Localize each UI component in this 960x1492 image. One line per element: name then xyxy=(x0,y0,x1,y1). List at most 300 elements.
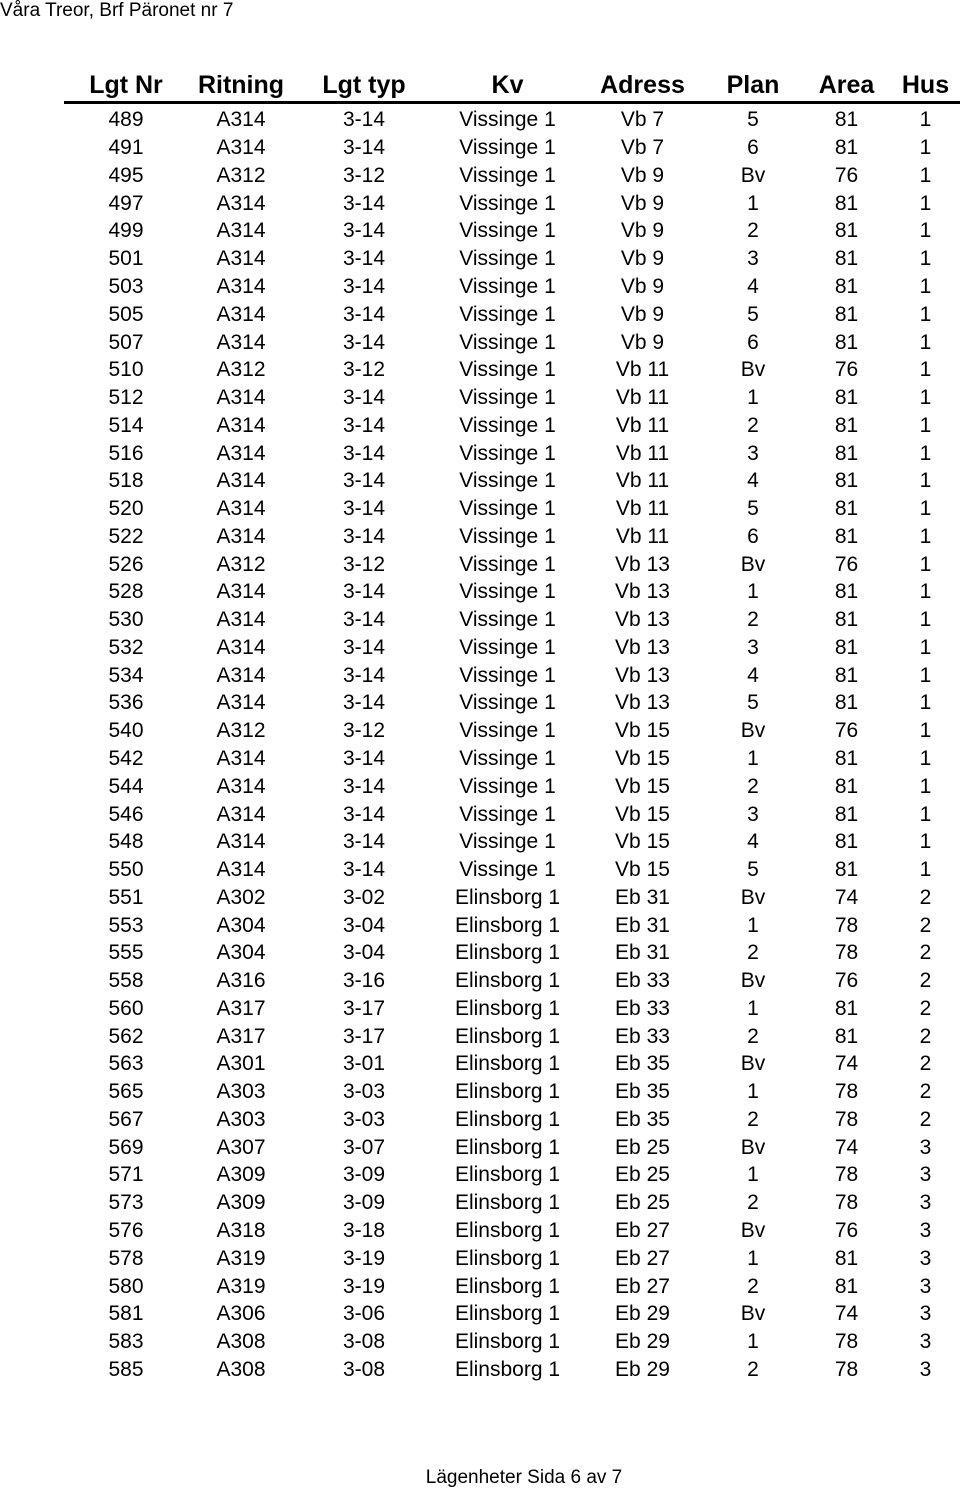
cell-area: 81 xyxy=(834,1246,859,1270)
cell-lgt-nr: 489 xyxy=(108,108,144,132)
cell-kv: Vissinge 1 xyxy=(459,608,556,632)
cell-adress: Vb 9 xyxy=(620,163,665,187)
cell-area: 81 xyxy=(834,274,859,298)
cell-ritning: A314 xyxy=(216,386,266,410)
cell-hus: 2 xyxy=(919,1080,932,1104)
cell-area: 81 xyxy=(834,413,859,437)
table-row xyxy=(64,1022,960,1050)
cell-adress: Vb 13 xyxy=(615,552,670,576)
cell-lgt-nr: 576 xyxy=(108,1219,144,1242)
table-row xyxy=(64,245,960,273)
cell-lgt-typ: 3-14 xyxy=(342,108,386,132)
table-row xyxy=(64,1078,960,1106)
cell-hus: 3 xyxy=(919,1357,932,1381)
cell-ritning: A301 xyxy=(216,1052,266,1076)
cell-lgt-typ: 3-14 xyxy=(342,497,386,521)
cell-hus: 3 xyxy=(919,1302,932,1326)
cell-hus: 1 xyxy=(919,191,932,215)
cell-lgt-nr: 497 xyxy=(108,191,144,215)
cell-lgt-nr: 501 xyxy=(108,247,144,271)
cell-hus: 1 xyxy=(919,497,932,521)
cell-lgt-typ: 3-14 xyxy=(342,386,386,410)
table-row xyxy=(64,273,960,301)
cell-ritning: A307 xyxy=(216,1135,266,1159)
cell-kv: Vissinge 1 xyxy=(459,858,556,882)
cell-adress: Eb 29 xyxy=(615,1357,670,1381)
cell-kv: Vissinge 1 xyxy=(459,247,556,271)
table-row xyxy=(64,634,960,662)
cell-lgt-typ: 3-14 xyxy=(342,247,386,271)
cell-ritning: A303 xyxy=(216,1080,266,1104)
cell-plan: Bv xyxy=(740,1052,766,1076)
column-header-plan: Plan xyxy=(704,69,802,103)
cell-ritning: A314 xyxy=(216,802,266,826)
cell-kv: Vissinge 1 xyxy=(459,274,556,298)
table-row xyxy=(64,411,960,439)
cell-kv: Vissinge 1 xyxy=(459,386,556,410)
cell-kv: Vissinge 1 xyxy=(459,330,556,354)
column-header-kv: Kv xyxy=(434,69,581,103)
cell-ritning: A314 xyxy=(216,746,266,770)
cell-lgt-typ: 3-12 xyxy=(342,163,386,187)
cell-adress: Eb 33 xyxy=(615,996,670,1020)
table-row xyxy=(64,189,960,217)
table-row xyxy=(64,439,960,467)
cell-plan: 5 xyxy=(747,497,759,521)
cell-lgt-nr: 534 xyxy=(108,663,144,687)
cell-ritning: A317 xyxy=(216,996,266,1020)
cell-plan: 3 xyxy=(747,441,759,465)
cell-ritning: A314 xyxy=(216,219,266,243)
cell-hus: 1 xyxy=(919,247,932,271)
cell-plan: 4 xyxy=(747,830,759,854)
cell-ritning: A304 xyxy=(216,913,266,937)
cell-ritning: A317 xyxy=(216,1024,266,1048)
cell-hus: 1 xyxy=(919,691,932,715)
cell-ritning: A314 xyxy=(216,441,266,465)
cell-plan: 4 xyxy=(747,469,759,493)
cell-plan: 1 xyxy=(747,1080,759,1104)
cell-plan: 2 xyxy=(747,219,759,243)
cell-lgt-nr: 573 xyxy=(108,1191,144,1215)
cell-area: 81 xyxy=(834,302,859,326)
cell-ritning: A314 xyxy=(216,469,266,493)
cell-plan: 2 xyxy=(747,1024,759,1048)
cell-lgt-typ: 3-18 xyxy=(342,1219,386,1242)
cell-adress: Vb 7 xyxy=(620,108,665,132)
cell-lgt-typ: 3-04 xyxy=(342,941,386,965)
cell-plan: Bv xyxy=(740,358,766,382)
cell-hus: 2 xyxy=(919,1052,932,1076)
table-row xyxy=(64,134,960,162)
cell-area: 76 xyxy=(834,1219,859,1242)
cell-ritning: A314 xyxy=(216,191,266,215)
cell-kv: Vissinge 1 xyxy=(459,524,556,548)
table-row xyxy=(64,745,960,773)
cell-adress: Vb 7 xyxy=(620,136,665,160)
cell-hus: 1 xyxy=(919,302,932,326)
cell-kv: Elinsborg 1 xyxy=(454,913,561,937)
cell-lgt-typ: 3-14 xyxy=(342,136,386,160)
table-row xyxy=(64,328,960,356)
cell-lgt-typ: 3-14 xyxy=(342,635,386,659)
cell-kv: Vissinge 1 xyxy=(459,663,556,687)
cell-hus: 2 xyxy=(919,969,932,993)
cell-area: 81 xyxy=(834,108,859,132)
cell-lgt-typ: 3-14 xyxy=(342,302,386,326)
table-row xyxy=(64,356,960,384)
cell-hus: 2 xyxy=(919,1107,932,1131)
cell-area: 81 xyxy=(834,386,859,410)
table-row xyxy=(64,1217,960,1245)
cell-kv: Elinsborg 1 xyxy=(454,1357,561,1381)
cell-area: 81 xyxy=(834,830,859,854)
cell-lgt-nr: 548 xyxy=(108,830,144,854)
cell-lgt-nr: 553 xyxy=(108,913,144,937)
table-row xyxy=(64,467,960,495)
cell-kv: Elinsborg 1 xyxy=(454,1080,561,1104)
cell-kv: Vissinge 1 xyxy=(459,774,556,798)
table-row xyxy=(64,828,960,856)
cell-lgt-nr: 514 xyxy=(108,413,144,437)
cell-ritning: A312 xyxy=(216,163,266,187)
table-row xyxy=(64,1300,960,1328)
cell-hus: 1 xyxy=(919,524,932,548)
cell-adress: Vb 15 xyxy=(615,746,670,770)
cell-ritning: A314 xyxy=(216,302,266,326)
cell-hus: 1 xyxy=(919,830,932,854)
cell-lgt-typ: 3-03 xyxy=(342,1107,386,1131)
cell-kv: Vissinge 1 xyxy=(459,802,556,826)
cell-lgt-nr: 569 xyxy=(108,1135,144,1159)
cell-kv: Elinsborg 1 xyxy=(454,1135,561,1159)
cell-plan: 3 xyxy=(747,635,759,659)
cell-area: 81 xyxy=(834,524,859,548)
cell-area: 81 xyxy=(834,996,859,1020)
cell-lgt-typ: 3-14 xyxy=(342,746,386,770)
cell-adress: Eb 35 xyxy=(615,1080,670,1104)
cell-adress: Vb 15 xyxy=(615,830,670,854)
cell-ritning: A314 xyxy=(216,774,266,798)
cell-adress: Eb 25 xyxy=(615,1163,670,1187)
cell-plan: 1 xyxy=(747,580,759,604)
cell-ritning: A308 xyxy=(216,1357,266,1381)
cell-adress: Eb 25 xyxy=(615,1191,670,1215)
cell-lgt-nr: 495 xyxy=(108,163,144,187)
cell-area: 81 xyxy=(834,1274,859,1298)
cell-area: 78 xyxy=(834,1357,859,1381)
cell-lgt-typ: 3-17 xyxy=(342,996,386,1020)
cell-adress: Vb 13 xyxy=(615,608,670,632)
table-row xyxy=(64,217,960,245)
cell-area: 78 xyxy=(834,941,859,965)
cell-area: 81 xyxy=(834,469,859,493)
cell-lgt-nr: 567 xyxy=(108,1107,144,1131)
cell-adress: Vb 11 xyxy=(615,524,670,548)
cell-lgt-nr: 530 xyxy=(108,608,144,632)
cell-kv: Elinsborg 1 xyxy=(454,885,561,909)
cell-kv: Vissinge 1 xyxy=(459,580,556,604)
cell-lgt-typ: 3-12 xyxy=(342,358,386,382)
cell-lgt-typ: 3-19 xyxy=(342,1274,386,1298)
cell-adress: Vb 15 xyxy=(615,858,670,882)
cell-hus: 1 xyxy=(919,108,932,132)
column-header-lgt-nr: Lgt Nr xyxy=(64,69,188,103)
table-body xyxy=(64,103,960,1384)
cell-lgt-typ: 3-14 xyxy=(342,524,386,548)
table-row xyxy=(64,522,960,550)
cell-adress: Vb 9 xyxy=(620,330,665,354)
table-row xyxy=(64,550,960,578)
cell-lgt-typ: 3-14 xyxy=(342,330,386,354)
cell-kv: Vissinge 1 xyxy=(459,413,556,437)
cell-lgt-nr: 516 xyxy=(108,441,144,465)
cell-lgt-nr: 571 xyxy=(108,1163,144,1187)
cell-kv: Elinsborg 1 xyxy=(454,1024,561,1048)
cell-kv: Elinsborg 1 xyxy=(454,1219,561,1242)
table-row xyxy=(64,1161,960,1189)
cell-lgt-typ: 3-08 xyxy=(342,1330,386,1354)
cell-plan: 6 xyxy=(747,330,759,354)
cell-adress: Vb 9 xyxy=(620,247,665,271)
cell-ritning: A314 xyxy=(216,691,266,715)
cell-ritning: A314 xyxy=(216,330,266,354)
cell-plan: 1 xyxy=(747,996,759,1020)
cell-ritning: A314 xyxy=(216,136,266,160)
cell-lgt-nr: 540 xyxy=(108,719,144,743)
cell-kv: Vissinge 1 xyxy=(459,191,556,215)
cell-lgt-typ: 3-14 xyxy=(342,191,386,215)
cell-ritning: A314 xyxy=(216,247,266,271)
cell-area: 81 xyxy=(834,497,859,521)
cell-adress: Vb 9 xyxy=(620,302,665,326)
header-row xyxy=(64,69,960,103)
cell-lgt-nr: 505 xyxy=(108,302,144,326)
cell-area: 74 xyxy=(834,1302,859,1326)
cell-hus: 1 xyxy=(919,136,932,160)
cell-area: 81 xyxy=(834,219,859,243)
cell-plan: 5 xyxy=(747,108,759,132)
cell-hus: 1 xyxy=(919,580,932,604)
column-header-adress: Adress xyxy=(581,69,704,103)
cell-area: 81 xyxy=(834,441,859,465)
cell-hus: 2 xyxy=(919,885,932,909)
cell-plan: 2 xyxy=(747,608,759,632)
cell-ritning: A312 xyxy=(216,552,266,576)
cell-area: 78 xyxy=(834,1191,859,1215)
document-title: Våra Treor, Brf Päronet nr 7 xyxy=(0,0,234,21)
cell-ritning: A312 xyxy=(216,358,266,382)
cell-area: 74 xyxy=(834,885,859,909)
cell-plan: Bv xyxy=(740,163,766,187)
table-row xyxy=(64,1244,960,1272)
cell-ritning: A316 xyxy=(216,969,266,993)
cell-hus: 1 xyxy=(919,469,932,493)
cell-area: 81 xyxy=(834,858,859,882)
cell-kv: Elinsborg 1 xyxy=(454,1163,561,1187)
table-row xyxy=(64,883,960,911)
cell-adress: Eb 29 xyxy=(615,1330,670,1354)
cell-lgt-typ: 3-14 xyxy=(342,608,386,632)
cell-lgt-nr: 491 xyxy=(108,136,144,160)
cell-adress: Eb 27 xyxy=(615,1219,670,1242)
cell-kv: Vissinge 1 xyxy=(459,441,556,465)
cell-adress: Eb 31 xyxy=(615,913,670,937)
table-row xyxy=(64,689,960,717)
apartment-table xyxy=(64,69,960,1383)
cell-plan: 2 xyxy=(747,774,759,798)
cell-area: 76 xyxy=(834,358,859,382)
column-header-ritning: Ritning xyxy=(188,69,294,103)
cell-lgt-typ: 3-14 xyxy=(342,802,386,826)
cell-plan: 2 xyxy=(747,1107,759,1131)
cell-area: 81 xyxy=(834,774,859,798)
column-header-lgt-typ: Lgt typ xyxy=(294,69,434,103)
cell-adress: Vb 11 xyxy=(615,469,670,493)
cell-kv: Elinsborg 1 xyxy=(454,1246,561,1270)
cell-plan: 4 xyxy=(747,274,759,298)
cell-hus: 3 xyxy=(919,1191,932,1215)
cell-lgt-nr: 532 xyxy=(108,635,144,659)
cell-hus: 1 xyxy=(919,441,932,465)
cell-plan: Bv xyxy=(740,1135,766,1159)
cell-plan: 6 xyxy=(747,524,759,548)
cell-ritning: A314 xyxy=(216,413,266,437)
cell-hus: 1 xyxy=(919,386,932,410)
cell-lgt-nr: 510 xyxy=(108,358,144,382)
cell-plan: 1 xyxy=(747,1163,759,1187)
cell-kv: Vissinge 1 xyxy=(459,163,556,187)
cell-area: 76 xyxy=(834,719,859,743)
cell-lgt-nr: 558 xyxy=(108,969,144,993)
cell-area: 81 xyxy=(834,746,859,770)
cell-adress: Vb 13 xyxy=(615,580,670,604)
cell-adress: Vb 11 xyxy=(615,358,670,382)
cell-adress: Eb 29 xyxy=(615,1302,670,1326)
table-row xyxy=(64,384,960,412)
cell-lgt-typ: 3-14 xyxy=(342,858,386,882)
cell-ritning: A314 xyxy=(216,608,266,632)
cell-plan: 3 xyxy=(747,802,759,826)
cell-area: 81 xyxy=(834,330,859,354)
cell-adress: Vb 15 xyxy=(615,802,670,826)
cell-plan: 1 xyxy=(747,386,759,410)
cell-area: 81 xyxy=(834,1024,859,1048)
cell-plan: 2 xyxy=(747,1191,759,1215)
cell-lgt-typ: 3-01 xyxy=(342,1052,386,1076)
cell-lgt-typ: 3-04 xyxy=(342,913,386,937)
cell-area: 78 xyxy=(834,1080,859,1104)
cell-area: 78 xyxy=(834,1107,859,1131)
cell-kv: Vissinge 1 xyxy=(459,691,556,715)
cell-hus: 3 xyxy=(919,1163,932,1187)
table-row xyxy=(64,1050,960,1078)
cell-hus: 1 xyxy=(919,163,932,187)
cell-lgt-typ: 3-14 xyxy=(342,830,386,854)
cell-area: 81 xyxy=(834,136,859,160)
table-row xyxy=(64,800,960,828)
cell-lgt-typ: 3-02 xyxy=(342,885,386,909)
cell-ritning: A303 xyxy=(216,1107,266,1131)
table-row xyxy=(64,300,960,328)
cell-lgt-nr: 544 xyxy=(108,774,144,798)
cell-kv: Elinsborg 1 xyxy=(454,1274,561,1298)
cell-lgt-nr: 536 xyxy=(108,691,144,715)
table-row xyxy=(64,939,960,967)
cell-lgt-nr: 580 xyxy=(108,1274,144,1298)
cell-hus: 2 xyxy=(919,1024,932,1048)
cell-ritning: A314 xyxy=(216,108,266,132)
table-row xyxy=(64,1355,960,1383)
cell-lgt-nr: 512 xyxy=(108,386,144,410)
cell-plan: Bv xyxy=(740,552,766,576)
table-row xyxy=(64,772,960,800)
cell-ritning: A319 xyxy=(216,1274,266,1298)
cell-ritning: A314 xyxy=(216,274,266,298)
table-row xyxy=(64,495,960,523)
table-row xyxy=(64,1189,960,1217)
cell-adress: Vb 11 xyxy=(615,413,670,437)
cell-plan: 5 xyxy=(747,302,759,326)
cell-lgt-typ: 3-14 xyxy=(342,663,386,687)
cell-lgt-typ: 3-14 xyxy=(342,274,386,298)
table-row xyxy=(64,1272,960,1300)
cell-lgt-typ: 3-12 xyxy=(342,719,386,743)
cell-kv: Vissinge 1 xyxy=(459,469,556,493)
table-row xyxy=(64,1133,960,1161)
cell-adress: Eb 33 xyxy=(615,969,670,993)
cell-area: 81 xyxy=(834,635,859,659)
cell-hus: 3 xyxy=(919,1135,932,1159)
cell-kv: Vissinge 1 xyxy=(459,497,556,521)
cell-plan: Bv xyxy=(740,1302,766,1326)
cell-kv: Elinsborg 1 xyxy=(454,941,561,965)
cell-lgt-nr: 507 xyxy=(108,330,144,354)
cell-ritning: A314 xyxy=(216,580,266,604)
table-row xyxy=(64,911,960,939)
column-header-area: Area xyxy=(802,69,891,103)
cell-lgt-nr: 520 xyxy=(108,497,144,521)
table-header xyxy=(64,69,960,103)
cell-ritning: A314 xyxy=(216,497,266,521)
cell-kv: Elinsborg 1 xyxy=(454,1107,561,1131)
table-row xyxy=(64,162,960,190)
cell-ritning: A314 xyxy=(216,524,266,548)
cell-area: 74 xyxy=(834,1052,859,1076)
cell-adress: Vb 11 xyxy=(615,441,670,465)
cell-ritning: A318 xyxy=(216,1219,266,1242)
table-row xyxy=(64,103,960,134)
cell-plan: 2 xyxy=(747,941,759,965)
cell-lgt-typ: 3-19 xyxy=(342,1246,386,1270)
cell-ritning: A308 xyxy=(216,1330,266,1354)
cell-lgt-typ: 3-14 xyxy=(342,580,386,604)
cell-hus: 3 xyxy=(919,1246,932,1270)
cell-plan: 1 xyxy=(747,913,759,937)
cell-kv: Vissinge 1 xyxy=(459,719,556,743)
cell-hus: 3 xyxy=(919,1274,932,1298)
cell-area: 81 xyxy=(834,191,859,215)
cell-lgt-nr: 583 xyxy=(108,1330,144,1354)
cell-hus: 1 xyxy=(919,358,932,382)
cell-lgt-nr: 526 xyxy=(108,552,144,576)
cell-area: 81 xyxy=(834,608,859,632)
cell-ritning: A309 xyxy=(216,1163,266,1187)
cell-lgt-typ: 3-12 xyxy=(342,552,386,576)
cell-lgt-typ: 3-14 xyxy=(342,691,386,715)
cell-area: 76 xyxy=(834,163,859,187)
cell-area: 81 xyxy=(834,580,859,604)
